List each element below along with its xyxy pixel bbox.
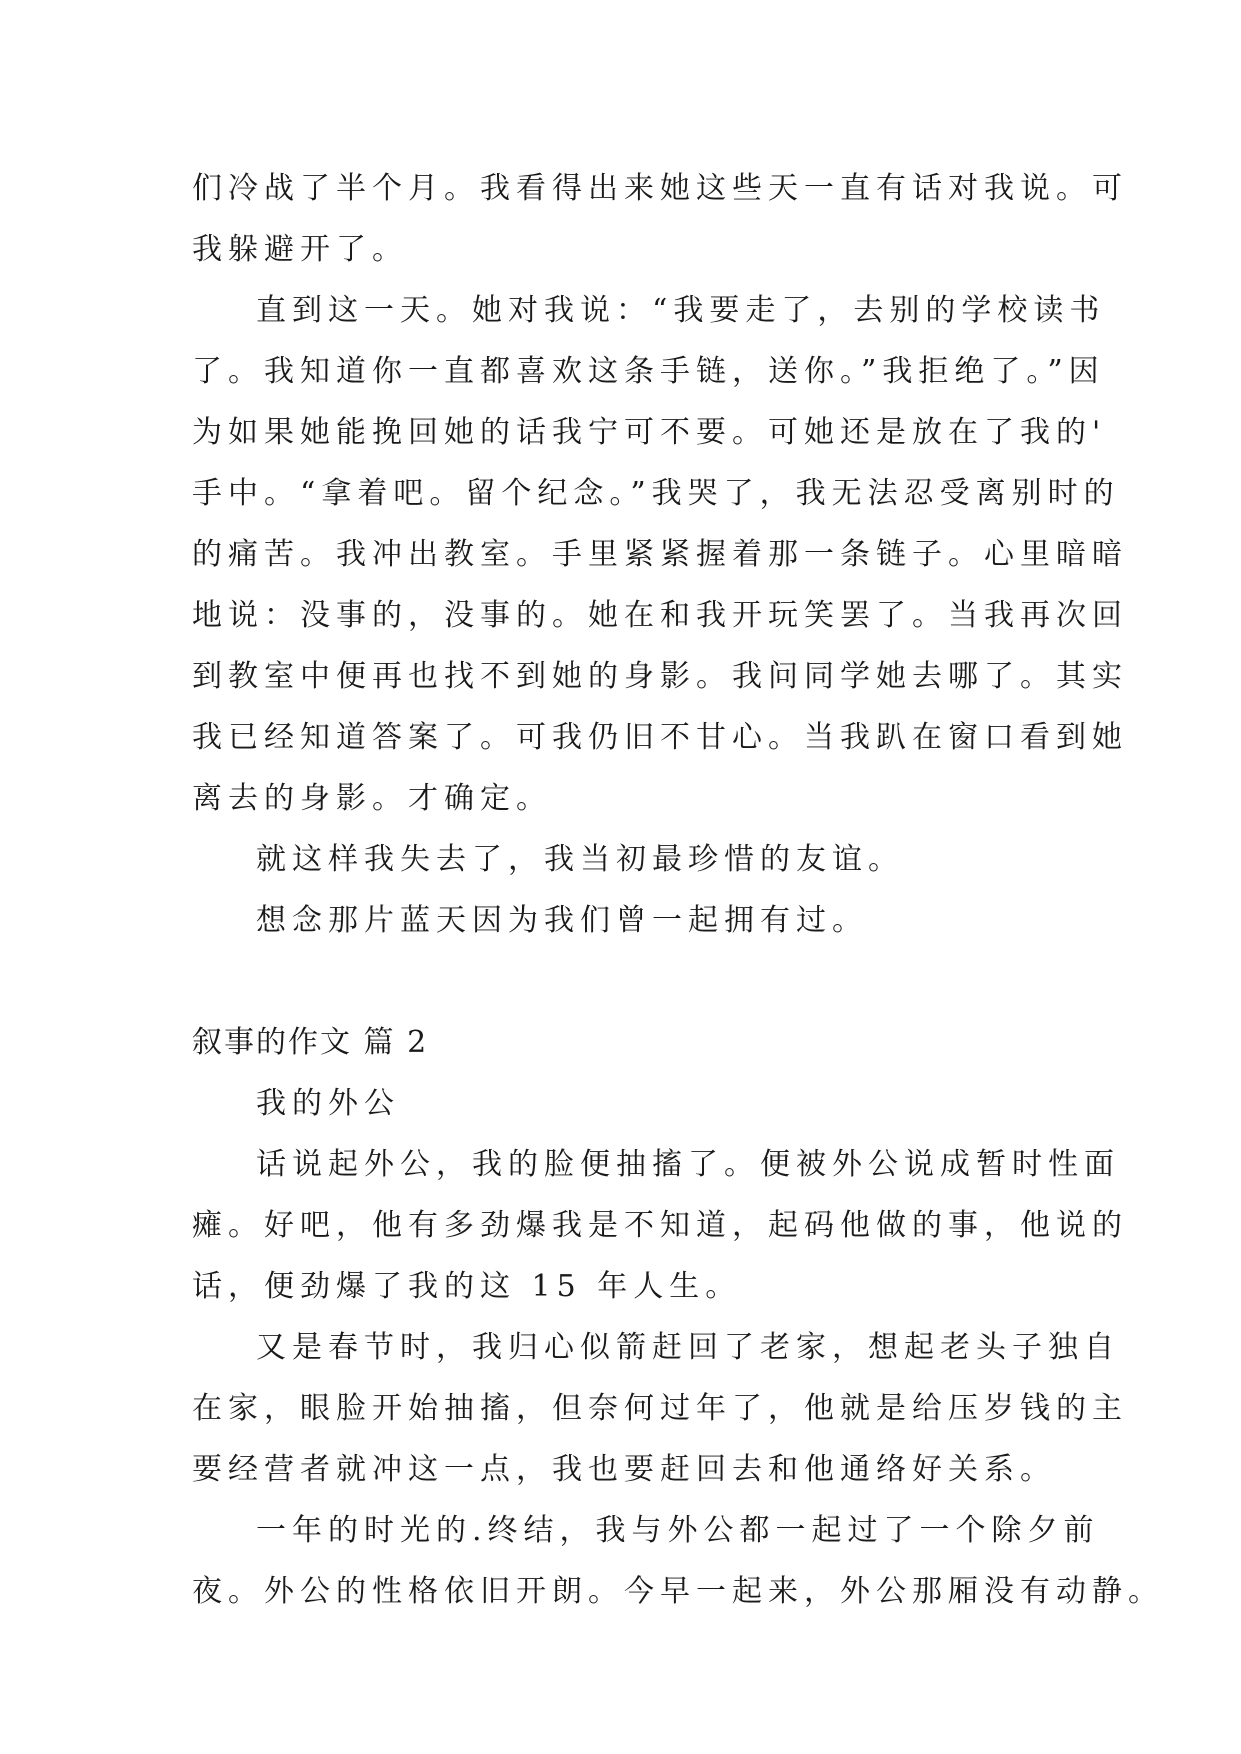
body-text-line: 我躲避开了。 bbox=[192, 232, 408, 267]
body-text-line: 离去的身影。才确定。 bbox=[192, 781, 552, 816]
paragraph-first-line: 话说起外公，我的脸便抽搐了。便被外公说成暂时性面 bbox=[256, 1147, 1120, 1182]
paragraph-first-line: 想念那片蓝天因为我们曾一起拥有过。 bbox=[256, 903, 868, 938]
body-text-line: 们冷战了半个月。我看得出来她这些天一直有话对我说。可 bbox=[192, 171, 1128, 206]
body-text-line: 地说：没事的，没事的。她在和我开玩笑罢了。当我再次回 bbox=[192, 598, 1128, 633]
body-text-line: 瘫。好吧，他有多劲爆我是不知道，起码他做的事，他说的 bbox=[192, 1208, 1128, 1243]
paragraph-first-line: 又是春节时，我归心似箭赶回了老家，想起老头子独自 bbox=[256, 1330, 1120, 1365]
body-text-line: 我已经知道答案了。可我仍旧不甘心。当我趴在窗口看到她 bbox=[192, 720, 1128, 755]
body-text-line: 了。我知道你一直都喜欢这条手链，送你。”我拒绝了。”因 bbox=[192, 354, 1105, 389]
essay-title: 我的外公 bbox=[256, 1086, 400, 1121]
body-text-line: 在家，眼脸开始抽搐，但奈何过年了，他就是给压岁钱的主 bbox=[192, 1391, 1128, 1426]
body-text-line: 夜。外公的性格依旧开朗。今早一起来，外公那厢没有动静。 bbox=[192, 1574, 1164, 1609]
paragraph-first-line: 一年的时光的.终结，我与外公都一起过了一个除夕前 bbox=[256, 1513, 1100, 1548]
body-text-line: 的痛苦。我冲出教室。手里紧紧握着那一条链子。心里暗暗 bbox=[192, 537, 1128, 572]
document-page bbox=[192, 158, 1164, 1622]
body-text-line: 到教室中便再也找不到她的身影。我问同学她去哪了。其实 bbox=[192, 659, 1128, 694]
section-spacer bbox=[192, 951, 1054, 1012]
paragraph-first-line: 直到这一天。她对我说：“我要走了，去别的学校读书 bbox=[256, 293, 1106, 328]
section-heading: 叙事的作文 篇 2 bbox=[192, 1025, 429, 1060]
body-text-line: 为如果她能挽回她的话我宁可不要。可她还是放在了我的' bbox=[192, 415, 1107, 450]
body-text-line: 话，便劲爆了我的这 15 年人生。 bbox=[192, 1269, 742, 1304]
paragraph-first-line: 就这样我失去了，我当初最珍惜的友谊。 bbox=[256, 842, 904, 877]
body-text-line: 要经营者就冲这一点，我也要赶回去和他通络好关系。 bbox=[192, 1452, 1056, 1487]
body-text-line: 手中。“拿着吧。留个纪念。”我哭了，我无法忍受离别时的 bbox=[192, 476, 1120, 511]
